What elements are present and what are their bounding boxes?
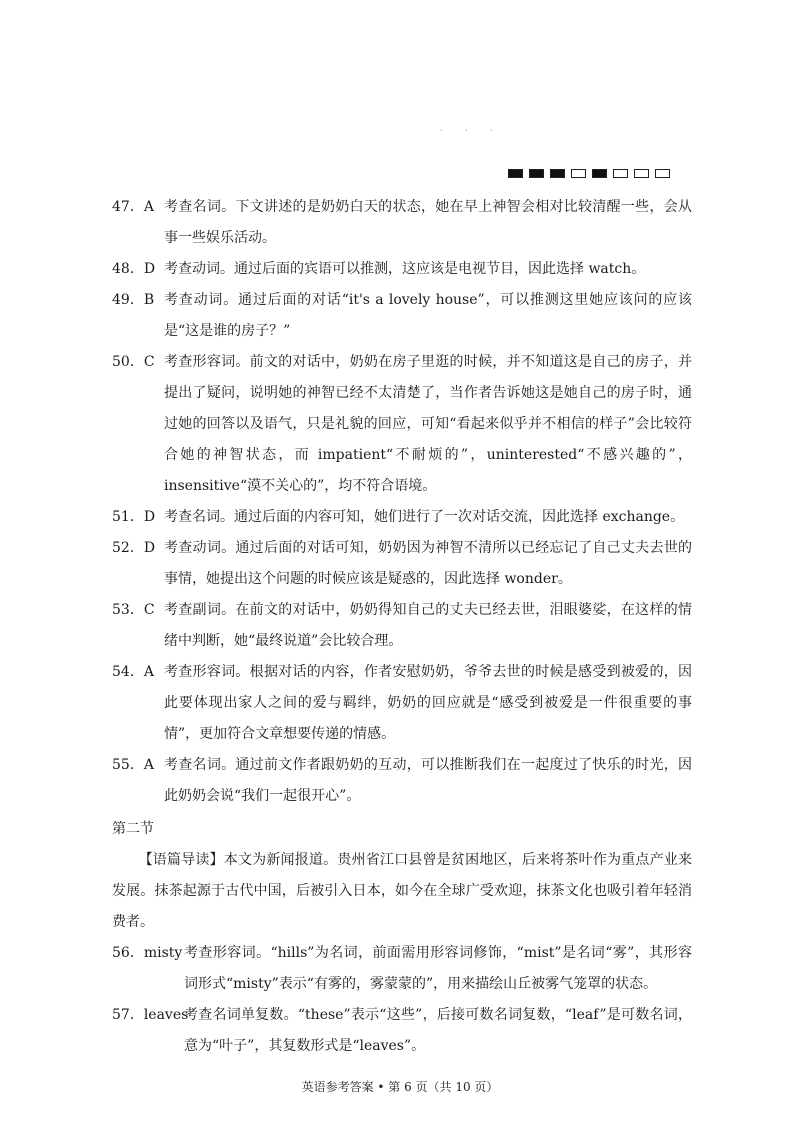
answer-number: 52．D [112,540,156,556]
page-marker-squares [508,169,670,178]
answer-explanation: 考查动词。通过后面的对话“it's a lovely house”，可以推测这里她应该问的应该是“这是谁的房子？” [164,292,692,339]
answer-content [112,192,692,1062]
filled-square-icon [508,169,523,178]
answer-number: 48．D [112,261,156,277]
answer-explanation: 考查形容词。前文的对话中，奶奶在房子里逛的时候，并不知道这是自己的房子，并提出了疑问，说明她的神智已经不太清楚了，当作者告诉她这是她自己的房子时，通过她的回答以及语气，只是礼貌的回应，可知“看起来似乎并不相信的样子”会比较符合她的神智状态，而 impatient“不耐烦的”，uninterested“不感兴趣的”，insensitive“漠不关心的”，均不符合语境。 [164,354,692,494]
page-footer: 英语参考答案 • 第 6 页（共 10 页） [301,1080,499,1094]
answer-item [112,254,692,285]
answer-item [112,657,692,750]
answer-item [112,285,692,347]
answer-list-2 [112,938,692,1062]
answer-explanation: 考查名词单复数。“these”表示“这些”，后接可数名词复数，“leaf”是可数名词，意为“叶子”，其复数形式是“leaves”。 [184,1007,692,1054]
empty-square-icon [613,169,628,178]
answer-number: 57．leaves [112,1007,189,1023]
answer-list [112,192,692,812]
answer-explanation: 考查名词。通过后面的内容可知，她们进行了一次对话交流，因此选择 exchange。 [164,509,685,525]
filled-square-icon [550,169,565,178]
answer-number: 47．A [112,199,154,215]
passage-intro: 【语篇导读】本文为新闻报道。贵州省江口县曾是贫困地区，后来将茶叶作为重点产业来发展。抹茶起源于古代中国，后被引入日本，如今在全球广受欢迎，抹茶文化也吸引着年轻消费者。 [112,852,692,930]
answer-item [112,750,692,812]
section-title: 第二节 [112,821,154,837]
answer-item [112,533,692,595]
answer-item [112,595,692,657]
filled-square-icon [529,169,544,178]
empty-square-icon [571,169,586,178]
answer-number: 50．C [112,354,155,370]
header-dots: · · · [440,126,503,135]
answer-number: 49．B [112,292,155,308]
answer-item [112,192,692,254]
answer-number: 51．D [112,509,156,525]
filled-square-icon [592,169,607,178]
empty-square-icon [655,169,670,178]
answer-explanation: 考查动词。通过后面的宾语可以推测，这应该是电视节目，因此选择 watch。 [164,261,646,277]
answer-number: 55．A [112,757,154,773]
answer-explanation: 考查名词。通过前文作者跟奶奶的互动，可以推断我们在一起度过了快乐的时光，因此奶奶会说“我们一起很开心”。 [164,757,692,804]
answer-item [112,502,692,533]
answer-item [112,938,692,1000]
answer-explanation: 考查动词。通过后面的对话可知，奶奶因为神智不清所以已经忘记了自己丈夫去世的事情，她提出这个问题的时候应该是疑惑的，因此选择 wonder。 [164,540,692,587]
answer-explanation: 考查形容词。“hills”为名词，前面需用形容词修饰，“mist”是名词“雾”，其形容词形式“misty”表示“有雾的，雾蒙蒙的”，用来描绘山丘被雾气笼罩的状态。 [184,945,692,992]
answer-explanation: 考查副词。在前文的对话中，奶奶得知自己的丈夫已经去世，泪眼婆娑，在这样的情绪中判断，她“最终说道”会比较合理。 [164,602,692,649]
answer-number: 56．misty [112,945,183,961]
answer-number: 54．A [112,664,154,680]
answer-item [112,347,692,502]
empty-square-icon [634,169,649,178]
answer-item [112,1000,692,1062]
answer-explanation: 考查名词。下文讲述的是奶奶白天的状态，她在早上神智会相对比较清醒一些，会从事一些娱乐活动。 [164,199,692,246]
answer-number: 53．C [112,602,155,618]
answer-explanation: 考查形容词。根据对话的内容，作者安慰奶奶，爷爷去世的时候是感受到被爱的，因此要体现出家人之间的爱与羁绊，奶奶的回应就是“感受到被爱是一件很重要的事情”，更加符合文章想要传递的情感。 [164,664,692,742]
